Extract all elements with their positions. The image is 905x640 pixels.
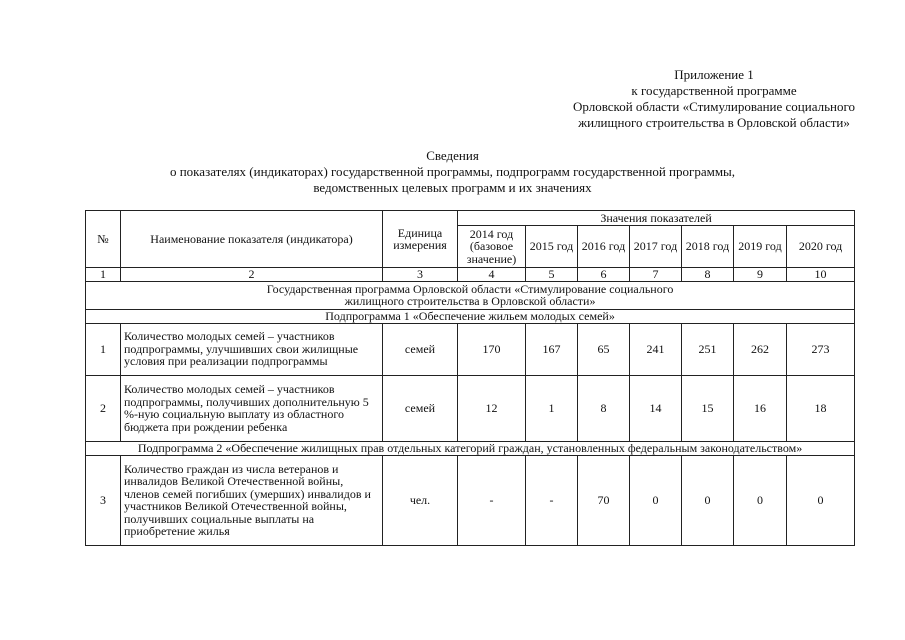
indicators-table [85, 210, 855, 546]
document-heading [0, 148, 905, 196]
row-num: 3 [86, 455, 121, 545]
row-num: 1 [86, 323, 121, 375]
header-year: 2017 год [630, 226, 682, 268]
appendix-line: жилищного строительства в Орловской области» [578, 115, 850, 130]
document-title: Сведения [426, 148, 479, 163]
row-value: 65 [578, 323, 630, 375]
header-year: 2019 год [734, 226, 787, 268]
column-index: 7 [630, 268, 682, 282]
subprogram-row [86, 441, 855, 455]
document-subtitle-line: о показателях (индикаторах) государственной программы, подпрограмм государственной программы, [169, 164, 736, 179]
appendix-line: Орловской области «Стимулирование социального [573, 99, 855, 114]
appendix-line: Приложение 1 [674, 67, 754, 82]
row-indicator-name: Количество молодых семей – участников подпрограммы, улучшивших свои жилищные условия при реализации подпрограммы [121, 323, 383, 375]
document-subtitle-line: ведомственных целевых программ и их значениях [313, 180, 592, 195]
table-row [86, 323, 855, 375]
row-indicator-name: Количество молодых семей – участников подпрограммы, получивших дополнительную 5 %-ную социальную выплату из областного бюджета при рождении ребенка [121, 375, 383, 441]
appendix-line: к государственной программе [631, 83, 797, 98]
row-num: 2 [86, 375, 121, 441]
header-values-group: Значения показателей [458, 211, 855, 226]
column-index: 3 [383, 268, 458, 282]
subprogram-row [86, 309, 855, 323]
program-row [86, 281, 855, 309]
row-value: 16 [734, 375, 787, 441]
row-value: 241 [630, 323, 682, 375]
column-index: 6 [578, 268, 630, 282]
table-row [86, 375, 855, 441]
row-value: 262 [734, 323, 787, 375]
row-value: 1 [526, 375, 578, 441]
column-index: 5 [526, 268, 578, 282]
row-value: 251 [682, 323, 734, 375]
row-value: 0 [787, 455, 855, 545]
header-name: Наименование показателя (индикатора) [121, 211, 383, 268]
column-index-row [86, 268, 855, 282]
row-value: 12 [458, 375, 526, 441]
row-value: 14 [630, 375, 682, 441]
column-index: 4 [458, 268, 526, 282]
column-index: 8 [682, 268, 734, 282]
program-title: Государственная программа Орловской области «Стимулирование социального жилищного строительства в Орловской области» [86, 281, 855, 309]
row-value: 0 [682, 455, 734, 545]
table-row [86, 455, 855, 545]
row-value: 18 [787, 375, 855, 441]
row-value: 273 [787, 323, 855, 375]
subprogram-2-title: Подпрограмма 2 «Обеспечение жилищных прав отдельных категорий граждан, установленных федеральным законодательством» [86, 441, 855, 455]
row-unit: семей [383, 375, 458, 441]
appendix-block [520, 67, 905, 131]
row-value: 15 [682, 375, 734, 441]
column-index: 1 [86, 268, 121, 282]
header-year: 2014 год (базовое значение) [458, 226, 526, 268]
row-value: 8 [578, 375, 630, 441]
row-value: 0 [630, 455, 682, 545]
row-value: - [458, 455, 526, 545]
row-value: 0 [734, 455, 787, 545]
row-indicator-name: Количество граждан из числа ветеранов и инвалидов Великой Отечественной войны, членов семей погибших (умерших) инвалидов и участников Великой Отечественной войны, получивших социальные выплаты на приобретение жилья [121, 455, 383, 545]
header-year: 2016 год [578, 226, 630, 268]
row-unit: чел. [383, 455, 458, 545]
row-unit: семей [383, 323, 458, 375]
column-index: 9 [734, 268, 787, 282]
header-num: № [86, 211, 121, 268]
row-value: 167 [526, 323, 578, 375]
header-unit: Единица измерения [383, 211, 458, 268]
header-year: 2020 год [787, 226, 855, 268]
column-index: 10 [787, 268, 855, 282]
row-value: 170 [458, 323, 526, 375]
row-value: - [526, 455, 578, 545]
column-index: 2 [121, 268, 383, 282]
header-year: 2018 год [682, 226, 734, 268]
header-year: 2015 год [526, 226, 578, 268]
subprogram-1-title: Подпрограмма 1 «Обеспечение жильем молодых семей» [86, 309, 855, 323]
row-value: 70 [578, 455, 630, 545]
